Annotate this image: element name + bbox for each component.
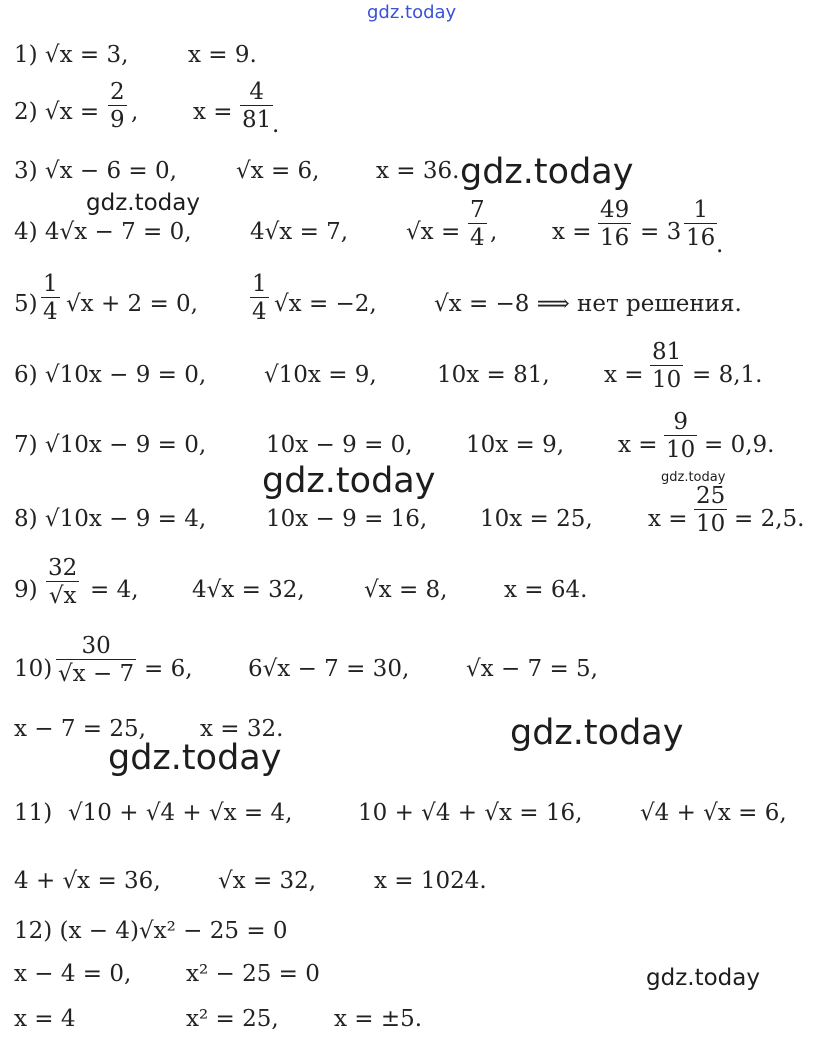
numerator: 1 bbox=[693, 197, 708, 223]
denominator: 4 bbox=[43, 299, 58, 326]
eq-6-step2: 10x = 81, bbox=[437, 362, 550, 388]
denominator: √x bbox=[48, 583, 77, 610]
fraction-bar bbox=[650, 365, 683, 366]
eq-6-step: √10x = 9, bbox=[264, 362, 377, 388]
eq-1-left: 1) √x = 3, bbox=[14, 42, 129, 68]
eq-6-left: 6) √10x − 9 = 0, bbox=[14, 362, 207, 388]
fraction bbox=[694, 484, 727, 536]
eq-4-left: 4) 4√x − 7 = 0, bbox=[14, 219, 192, 245]
fraction-bar bbox=[56, 659, 136, 660]
fraction-bar bbox=[46, 581, 79, 582]
eq-11-step3: 4 + √x = 36, bbox=[14, 868, 161, 894]
denominator: 9 bbox=[110, 107, 125, 134]
eq-12-step: x² = 25, bbox=[186, 1006, 279, 1032]
denominator: 4 bbox=[252, 299, 267, 326]
eq-12-case1: x − 4 = 0, bbox=[14, 961, 132, 987]
eq-3-left: 3) √x − 6 = 0, bbox=[14, 158, 177, 184]
watermark: gdz.today bbox=[510, 713, 684, 753]
denominator: 16 bbox=[686, 225, 716, 252]
eq-9-answer: x = 64. bbox=[504, 577, 588, 603]
eq-7-step: 10x − 9 = 0, bbox=[266, 432, 413, 458]
eq-11-step4: √x = 32, bbox=[218, 868, 317, 894]
eq-5-step: √x = −2, bbox=[274, 291, 377, 317]
numerator: 49 bbox=[600, 197, 630, 223]
numerator: 81 bbox=[652, 339, 682, 365]
eq-9-step2: √x = 8, bbox=[364, 577, 448, 603]
period: . bbox=[716, 232, 724, 258]
eq-5-left: √x + 2 = 0, bbox=[66, 291, 198, 317]
eq-8-answer-label: x = bbox=[648, 506, 688, 532]
eq-2-left: 2) √x = bbox=[14, 99, 100, 125]
fraction bbox=[664, 410, 697, 462]
eq-12-case2: x² − 25 = 0 bbox=[186, 961, 320, 987]
fraction bbox=[46, 556, 79, 608]
eq-1-answer: x = 9. bbox=[188, 42, 257, 68]
period: . bbox=[272, 112, 280, 138]
numerator: 9 bbox=[673, 409, 688, 435]
watermark: gdz.today bbox=[460, 152, 634, 192]
fraction bbox=[684, 198, 717, 250]
fraction bbox=[468, 198, 487, 250]
fraction bbox=[650, 340, 683, 392]
numerator: 25 bbox=[696, 483, 726, 509]
eq-8-step: 10x − 9 = 16, bbox=[266, 506, 428, 532]
numerator: 32 bbox=[48, 555, 78, 581]
eq-9-step: 4√x = 32, bbox=[192, 577, 305, 603]
watermark: gdz.today bbox=[86, 190, 200, 216]
eq-7-answer-label: x = bbox=[618, 432, 658, 458]
eq-4-mixed: = 3 bbox=[640, 219, 682, 245]
eq-12-root2: x = ±5. bbox=[334, 1006, 423, 1032]
fraction-bar bbox=[684, 223, 717, 224]
numerator: 30 bbox=[81, 633, 111, 659]
eq-12-root1: x = 4 bbox=[14, 1006, 76, 1032]
fraction-bar bbox=[468, 223, 487, 224]
numerator: 4 bbox=[249, 79, 264, 105]
denominator: √x − 7 bbox=[58, 661, 135, 688]
eq-2-answer-label: x = bbox=[193, 99, 233, 125]
eq-3-answer: x = 36. bbox=[376, 158, 460, 184]
comma: , bbox=[131, 99, 139, 125]
eq-4-step: 4√x = 7, bbox=[250, 219, 349, 245]
fraction-bar bbox=[598, 223, 631, 224]
fraction-bar bbox=[108, 105, 127, 106]
eq-6-answer-label: x = bbox=[604, 362, 644, 388]
fraction-bar bbox=[250, 297, 269, 298]
fraction-bar bbox=[664, 435, 697, 436]
watermark: gdz.today bbox=[646, 965, 760, 991]
eq-11-left: √10 + √4 + √x = 4, bbox=[68, 800, 293, 826]
eq-7-left: 7) √10x − 9 = 0, bbox=[14, 432, 207, 458]
eq-6-answer: = 8,1. bbox=[692, 362, 763, 388]
eq-4-step2: √x = bbox=[406, 219, 461, 245]
numerator: 1 bbox=[43, 271, 58, 297]
fraction bbox=[240, 80, 273, 132]
fraction bbox=[108, 80, 127, 132]
eq-11-answer: x = 1024. bbox=[374, 868, 487, 894]
fraction bbox=[41, 272, 60, 324]
eq-12-left: 12) (x − 4)√x² − 25 = 0 bbox=[14, 918, 288, 944]
eq-10-answer: x = 32. bbox=[200, 716, 284, 742]
denominator: 81 bbox=[242, 107, 272, 134]
denominator: 10 bbox=[696, 511, 726, 538]
numerator: 7 bbox=[470, 197, 485, 223]
eq-10-left: = 6, bbox=[144, 656, 193, 682]
fraction-bar bbox=[240, 105, 273, 106]
denominator: 10 bbox=[666, 437, 696, 464]
watermark: gdz.today bbox=[661, 470, 726, 485]
eq-11-step2: √4 + √x = 6, bbox=[640, 800, 787, 826]
numerator: 1 bbox=[252, 271, 267, 297]
eq-10-step3: x − 7 = 25, bbox=[14, 716, 146, 742]
fraction-bar bbox=[41, 297, 60, 298]
watermark: gdz.today bbox=[108, 738, 282, 778]
denominator: 10 bbox=[652, 367, 682, 394]
fraction bbox=[250, 272, 269, 324]
comma: , bbox=[490, 219, 498, 245]
eq-10-step: 6√x − 7 = 30, bbox=[248, 656, 410, 682]
watermark: gdz.today bbox=[262, 461, 436, 501]
eq-7-answer: = 0,9. bbox=[704, 432, 775, 458]
numerator: 2 bbox=[110, 79, 125, 105]
eq-9-left: = 4, bbox=[90, 577, 139, 603]
eq-4-answer-label: x = bbox=[552, 219, 592, 245]
denominator: 16 bbox=[600, 225, 630, 252]
eq-11-step: 10 + √4 + √x = 16, bbox=[358, 800, 583, 826]
eq-10-number: 10) bbox=[14, 656, 53, 682]
fraction bbox=[598, 198, 631, 250]
eq-3-step: √x = 6, bbox=[236, 158, 320, 184]
denominator: 4 bbox=[470, 225, 485, 252]
eq-11-number: 11) bbox=[14, 800, 53, 826]
eq-8-left: 8) √10x − 9 = 4, bbox=[14, 506, 207, 532]
eq-7-step2: 10x = 9, bbox=[466, 432, 565, 458]
eq-5-answer: √x = −8 ⟹ нет решения. bbox=[434, 291, 742, 317]
eq-8-step2: 10x = 25, bbox=[480, 506, 593, 532]
watermark-top: gdz.today bbox=[367, 2, 457, 23]
eq-8-answer: = 2,5. bbox=[734, 506, 805, 532]
fraction-bar bbox=[694, 509, 727, 510]
eq-5-number: 5) bbox=[14, 291, 38, 317]
eq-9-number: 9) bbox=[14, 577, 38, 603]
eq-10-step2: √x − 7 = 5, bbox=[466, 656, 598, 682]
fraction bbox=[56, 634, 136, 686]
